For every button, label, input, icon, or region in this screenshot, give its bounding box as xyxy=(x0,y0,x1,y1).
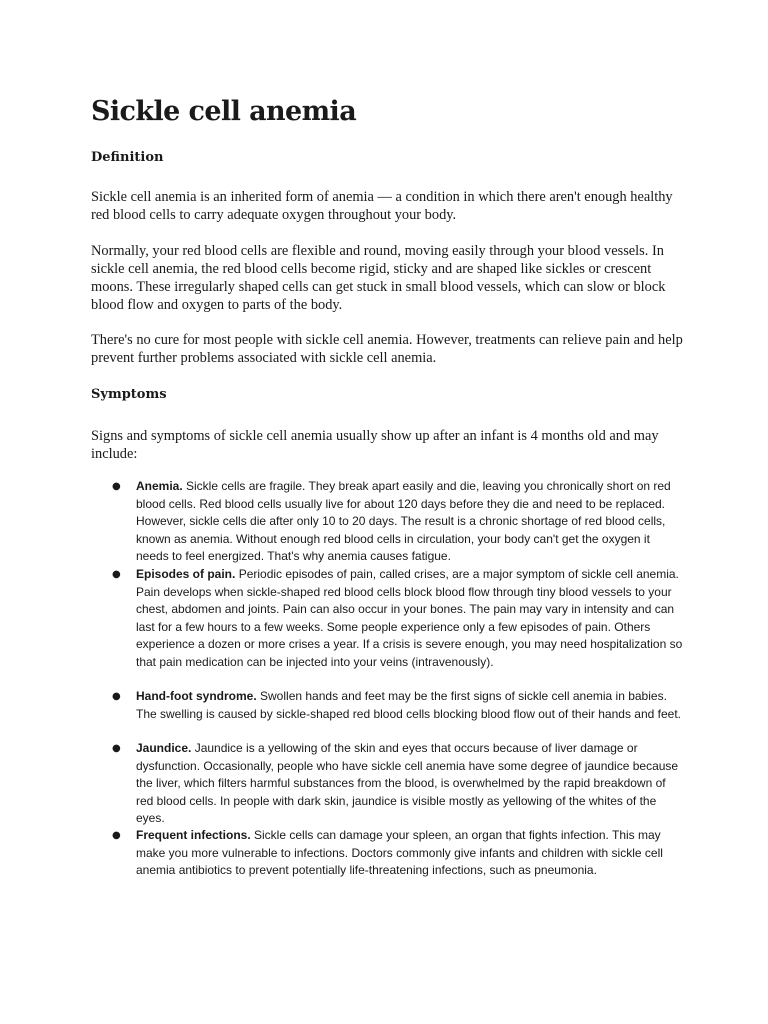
symptom-item-jaundice xyxy=(112,740,684,828)
bullet-icon: ● xyxy=(112,743,121,754)
document-title: Sickle cell anemia xyxy=(91,96,357,127)
definition-paragraph-2: Normally, your red blood cells are flexible and round, moving easily through your blood vessels. In sickle cell anemia, the red blood cells become rigid, sticky and are shaped like sickles or crescent moons. These irregularly shaped cells can get stuck in small blood vessels, which can slow or block blood flow and oxygen to parts of the body. xyxy=(91,243,666,313)
bullet-icon: ● xyxy=(112,691,121,702)
symptom-term: Episodes of pain. xyxy=(136,567,239,581)
bullet-icon: ● xyxy=(112,830,121,841)
symptom-description: Jaundice is a yellowing of the skin and eyes that occurs because of liver damage or dysfunction. Occasionally, people who have sickle cell anemia have some degree of jaundice because the liver, which filters harmful substances from the blood, is overwhelmed by the rapid breakdown of red blood cells. In people with dark skin, jaundice is visible mostly as yellowing of the whites of the eyes. xyxy=(136,741,679,825)
symptom-description: Sickle cells are fragile. They break apart easily and die, leaving you chronically short on red blood cells. Red blood cells usually live for about 120 days before they die and need to be replaced. However, sickle cells die after only 10 to 20 days. The result is a chronic shortage of red blood cells, known as anemia. Without enough red blood cells in circulation, your body can't get the oxygen it needs to feel energized. That's why anemia causes fatigue. xyxy=(136,479,671,563)
symptom-term: Jaundice. xyxy=(136,741,195,755)
symptoms-intro: Signs and symptoms of sickle cell anemia usually show up after an infant is 4 months old and may include: xyxy=(91,428,659,462)
definition-heading: Definition xyxy=(91,150,164,165)
symptom-description: Swollen hands and feet may be the first signs of sickle cell anemia in babies. The swelling is caused by sickle-shaped red blood cells blocking blood flow out of their hands and feet. xyxy=(136,689,681,721)
symptom-item-frequent-infections xyxy=(112,827,684,880)
symptom-term: Frequent infections. xyxy=(136,828,255,842)
symptom-description: Sickle cells can damage your spleen, an organ that fights infection. This may make you more vulnerable to infections. Doctors commonly give infants and children with sickle cell anemia antibiotics to prevent potentially life-threatening infections, such as pneumonia. xyxy=(136,828,663,877)
symptoms-heading: Symptoms xyxy=(91,387,167,402)
bullet-icon: ● xyxy=(112,569,121,580)
symptom-item-anemia xyxy=(112,478,684,566)
symptom-item-episodes-of-pain xyxy=(112,566,684,671)
symptom-term: Anemia. xyxy=(136,479,187,493)
symptom-item-hand-foot-syndrome xyxy=(112,688,684,723)
symptom-term: Hand-foot syndrome. xyxy=(136,689,261,703)
definition-paragraph-3: There's no cure for most people with sickle cell anemia. However, treatments can relieve pain and help prevent further problems associated with sickle cell anemia. xyxy=(91,332,683,366)
bullet-icon: ● xyxy=(112,481,121,492)
symptom-description: Periodic episodes of pain, called crises, are a major symptom of sickle cell anemia. Pain develops when sickle-shaped red blood cells block blood flow through tiny blood vessels to your chest, abdomen and joints. Pain can also occur in your bones. The pain may vary in intensity and can last for a few hours to a few weeks. Some people experience only a few episodes of pain. Others experience a dozen or more crises a year. If a crisis is severe enough, you may need hospitalization so that pain medication can be injected into your veins (intravenously). xyxy=(136,567,683,669)
definition-paragraph-1: Sickle cell anemia is an inherited form of anemia — a condition in which there aren't enough healthy red blood cells to carry adequate oxygen throughout your body. xyxy=(91,189,673,223)
